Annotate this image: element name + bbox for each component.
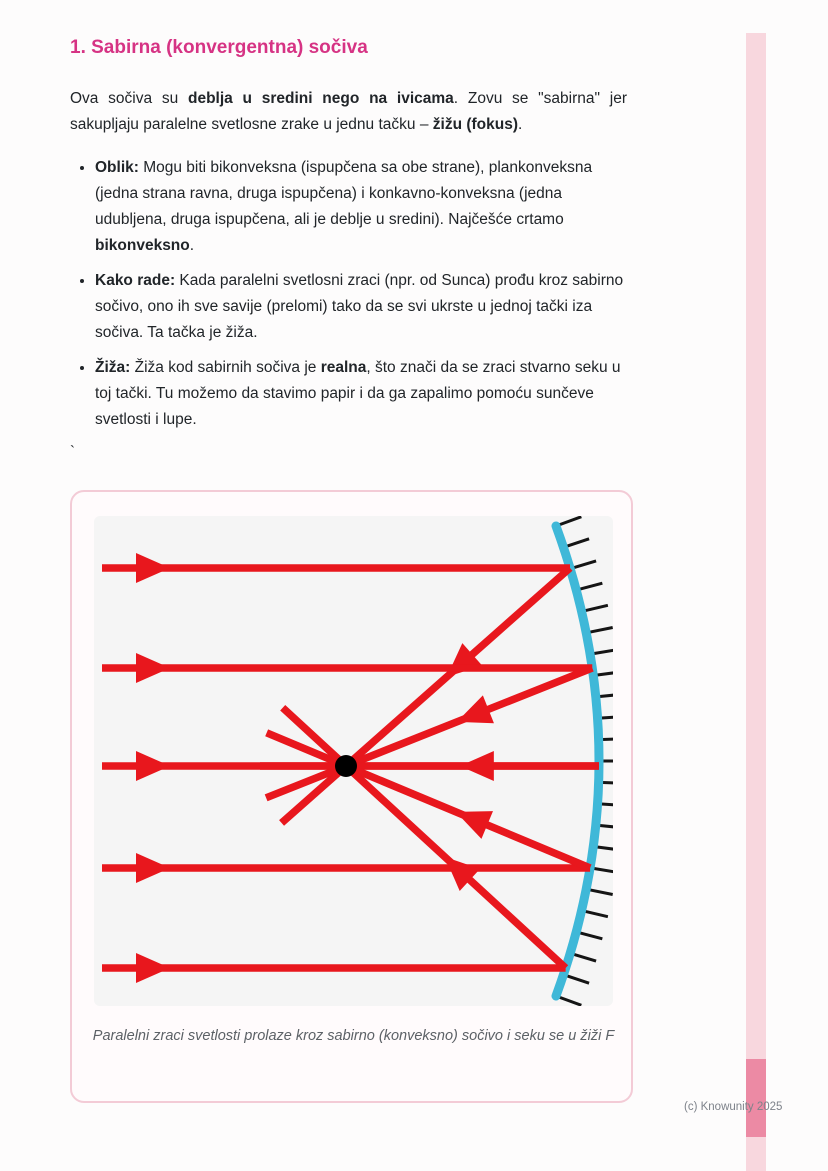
stripe-highlight-segment bbox=[746, 1059, 766, 1137]
copyright-text: (c) Knowunity 2025 bbox=[684, 1101, 783, 1113]
figure-card bbox=[70, 490, 633, 1103]
mirror-diagram bbox=[94, 516, 613, 1006]
text-column bbox=[70, 36, 627, 462]
list-item: • Kako rade: Kada paralelni svetlosni zraci (npr. od Sunca) prođu kroz sabirno sočivo, ono ih sve savije (prelomi) tako da se svi ukrste u jednoj tački iza sočiva. Ta tačka je žiža. bbox=[95, 268, 627, 346]
figure-caption: Paralelni zraci svetlosti prolaze kroz sabirno (konveksno) sočivo i seku se u žiži F bbox=[92, 1028, 615, 1044]
notes-list bbox=[70, 155, 627, 433]
intro-paragraph: Ova sočiva su deblja u sredini nego na ivicama. Zovu se "sabirna" jer sakupljaju paralelne svetlosne zrake u jednu tačku – žižu (fokus). bbox=[70, 90, 627, 133]
mirror-diagram-svg bbox=[94, 516, 613, 1006]
stray-backtick-text: ` bbox=[70, 443, 75, 460]
list-item: • Žiža: Žiža kod sabirnih sočiva je realna, što znači da se zraci stvarno seku u toj tački. Tu možemo da stavimo papir i da ga zapalimo pomoću sunčeve svetlosti i lupe. bbox=[95, 355, 627, 433]
page-title: 1. Sabirna (konvergentna) sočiva bbox=[70, 37, 368, 58]
list-item: • Oblik: Mogu biti bikonveksna (ispupčena sa obe strane), plankonveksna (jedna strana ravna, druga ispupčena) i konkavno-konveksna (jedna udubljena, druga ispupčena, ali je deblje u sredini). Najčešće crtamo bikonveksno. bbox=[95, 155, 627, 259]
right-decorative-stripe bbox=[746, 33, 766, 1171]
